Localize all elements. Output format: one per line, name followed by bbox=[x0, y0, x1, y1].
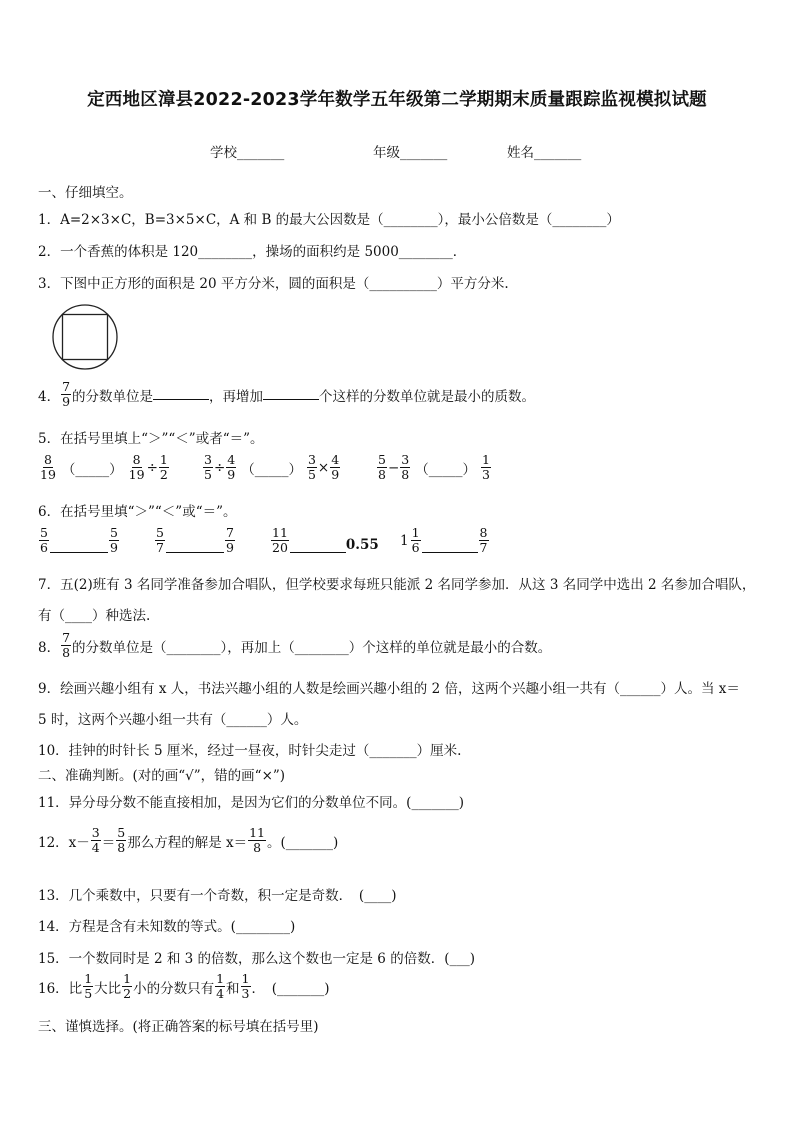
section-2-heading: 二、准确判断。(对的画“√”，错的画“×”) bbox=[38, 768, 286, 784]
section-1-heading: 一、仔细填空。 bbox=[38, 185, 133, 201]
q5-item-2: $\frac{3}{5}$ ÷ $\frac{4}{9}$ （_____） $\frac{3}{5}$ × $\frac{4}{9}$ bbox=[204, 452, 340, 482]
q5-items bbox=[38, 453, 758, 489]
question-9-line-2: 5 时，这两个兴趣小组一共有（______）人。 bbox=[38, 712, 308, 728]
q8-text: 的分数单位是（________），再加上（________）个这样的单位就是最小的合数。 bbox=[72, 639, 552, 656]
q5-item-3: $\frac{5}{8}$ − $\frac{3}{8}$ （_____） $\frac{1}{3}$ bbox=[378, 452, 490, 482]
q4-text-c: 个这样的分数单位就是最小的质数。 bbox=[319, 388, 536, 405]
question-16: 16．比 $\frac{1}{5}$ 大比 $\frac{1}{2}$ 小的分数只有 $\frac{1}{4}$ 和 $\frac{1}{3}$ ． (_______) bbox=[38, 971, 330, 1001]
q6-items bbox=[38, 526, 758, 562]
name-field: 姓名_______ bbox=[507, 145, 582, 161]
question-6: 6．在括号里填“＞”“＜”或“＝”。 bbox=[38, 504, 237, 520]
school-field: 学校_______ bbox=[210, 145, 285, 161]
question-7-line-2: 有（____）种选法. bbox=[38, 608, 151, 624]
q5-item-1: $\frac{8}{19}$ （_____） $\frac{8}{19}$ ÷ $\frac{1}{2}$ bbox=[40, 452, 168, 482]
question-5: 5．在括号里填上“＞”“＜”或者“＝”。 bbox=[38, 431, 264, 447]
question-2: 2．一个香蕉的体积是 120________，操场的面积约是 5000________． bbox=[38, 244, 467, 260]
question-9-line-1: 9．绘画兴趣小组有 x 人，书法兴趣小组的人数是绘画兴趣小组的 2 倍，这两个兴趣小组一共有（______）人。当 x＝ bbox=[38, 681, 740, 697]
question-14: 14．方程是含有未知数的等式。(________) bbox=[38, 919, 296, 935]
q6-item-3: $\frac{11}{20}$ 0.55 bbox=[272, 525, 379, 555]
question-13: 13．几个乘数中，只要有一个奇数，积一定是奇数． (____) bbox=[38, 888, 397, 904]
q6-item-1: $\frac{5}{6}$ $\frac{5}{9}$ bbox=[40, 525, 118, 555]
section-3-heading: 三、谨慎选择。(将正确答案的标号填在括号里) bbox=[38, 1019, 319, 1035]
q4-number: 4． bbox=[38, 388, 61, 405]
q8-fraction: $\frac{7}{8}$ bbox=[62, 630, 71, 660]
question-12: 12．x－ $\frac{3}{4}$ ＝ $\frac{5}{8}$ 那么方程的解是 x＝ $\frac{11}{8}$ 。(_______) bbox=[38, 825, 339, 855]
question-4 bbox=[38, 380, 535, 409]
grade-field: 年级_______ bbox=[373, 145, 448, 161]
question-8 bbox=[38, 631, 551, 660]
question-10: 10．挂钟的时针长 5 厘米，经过一昼夜，时针尖走过（_______）厘米. bbox=[38, 743, 462, 759]
question-3: 3．下图中正方形的面积是 20 平方分米，圆的面积是（__________）平方分米. bbox=[38, 276, 509, 292]
question-15: 15．一个数同时是 2 和 3 的倍数，那么这个数也一定是 6 的倍数．(___) bbox=[38, 951, 475, 967]
q4-blank-2 bbox=[263, 389, 319, 400]
q4-fraction: $\frac{7}{9}$ bbox=[62, 379, 71, 409]
q4-text-b: ，再增加 bbox=[209, 388, 264, 405]
question-7-line-1: 7．五(2)班有 3 名同学准备参加合唱队，但学校要求每班只能派 2 名同学参加．从这 3 名同学中选出 2 名参加合唱队， bbox=[38, 577, 756, 593]
q6-item-2: $\frac{5}{7}$ $\frac{7}{9}$ bbox=[156, 525, 234, 555]
q6-item-4: 1 $\frac{1}{6}$ $\frac{8}{7}$ bbox=[400, 525, 488, 555]
question-1: 1．A=2×3×C，B=3×5×C，A 和 B 的最大公因数是（________），最小公倍数是（________） bbox=[38, 212, 620, 228]
circle-square-figure bbox=[47, 302, 123, 372]
q4-blank-1 bbox=[153, 389, 209, 400]
question-11: 11．异分母分数不能直接相加，是因为它们的分数单位不同。(_______) bbox=[38, 795, 464, 811]
q8-number: 8． bbox=[38, 639, 61, 656]
exam-title: 定西地区漳县2022-2023学年数学五年级第二学期期末质量跟踪监视模拟试题 bbox=[87, 90, 707, 110]
q4-text-a: 的分数单位是 bbox=[72, 388, 154, 405]
